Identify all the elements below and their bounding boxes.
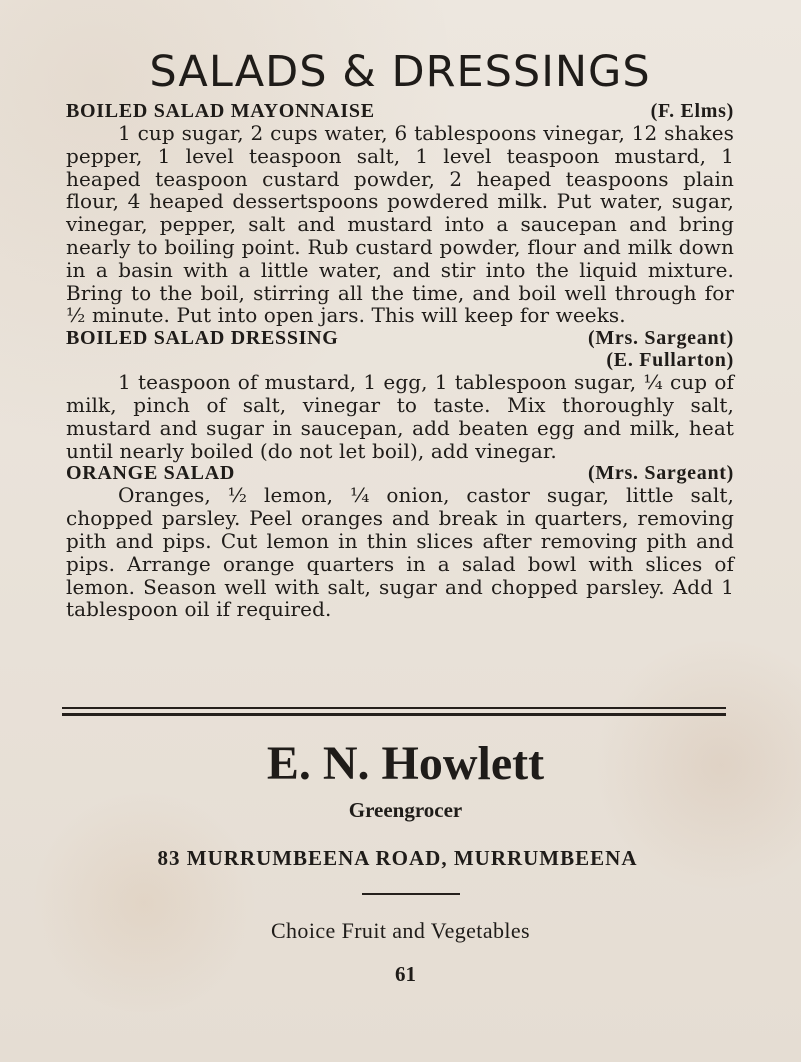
merchant-name: E. N. Howlett <box>266 737 545 790</box>
recipe-heading-orange-salad <box>66 462 734 484</box>
advertisement-tagline: Choice Fruit and Vegetables <box>270 918 531 943</box>
recipe-heading-mayonnaise <box>66 100 734 122</box>
recipe-author-dressing: (Mrs. Sargeant) <box>587 327 734 350</box>
recipe-second-author-dressing: (E. Fullarton) <box>606 349 734 372</box>
advertisement-divider <box>362 893 460 895</box>
recipe-title-orange-salad: ORANGE SALAD <box>66 462 235 485</box>
merchant-trade: Greengrocer <box>348 798 463 822</box>
greengrocer-advertisement <box>0 738 801 986</box>
page-number: 61 <box>395 962 416 986</box>
recipe-author-orange-salad: (Mrs. Sargeant) <box>587 462 734 485</box>
section-title: SALADS & DRESSINGS <box>149 47 651 97</box>
recipe-heading-dressing <box>66 327 734 349</box>
recipes-section <box>66 48 734 621</box>
recipe-author-mayonnaise: (F. Elms) <box>650 100 734 122</box>
recipe-text-orange-salad: Oranges, ½ lemon, ¼ onion, castor sugar, little salt, chopped parsley. Peel oranges and break in quarters, removing pith and pips. Cut lemon in thin slices after removing pith and pips. Arrange orange quarters in a salad bowl with slices of lemon. Season well with salt, sugar and chopped parsley. Add 1 tablespoon oil if required. <box>66 483 734 622</box>
recipe-text-mayonnaise: 1 cup sugar, 2 cups water, 6 tablespoons vinegar, 12 shakes pepper, 1 level teaspoon salt, 1 level teaspoon mustard, 1 heaped teaspoon custard powder, 2 heaped teaspoons plain flour, 4 heaped dessertspoons powdered milk. Put water, sugar, vinegar, pepper, salt and mustard into a saucepan and bring nearly to boiling point. Rub custard powder, flour and milk down in a basin with a little water, and stir into the liquid mixture. Bring to the boil, stirring all the time, and boil well through for ½ minute. Put into open jars. This will keep for weeks. <box>66 121 734 328</box>
divider-line-top <box>62 707 726 709</box>
recipe-title-mayonnaise: BOILED SALAD MAYONNAISE <box>66 100 375 122</box>
divider-line-bottom <box>62 713 726 716</box>
recipe-title-dressing: BOILED SALAD DRESSING <box>66 327 339 350</box>
recipe-text-dressing: 1 teaspoon of mustard, 1 egg, 1 tablespoon sugar, ¼ cup of milk, pinch of salt, vinegar to taste. Mix thoroughly salt, mustard and sugar in saucepan, add beaten egg and milk, heat until nearly boiled (do not let boil), add vinegar. <box>66 370 734 463</box>
merchant-address: 83 MURRUMBEENA ROAD, MURRUMBEENA <box>157 846 638 870</box>
double-divider <box>62 707 726 716</box>
